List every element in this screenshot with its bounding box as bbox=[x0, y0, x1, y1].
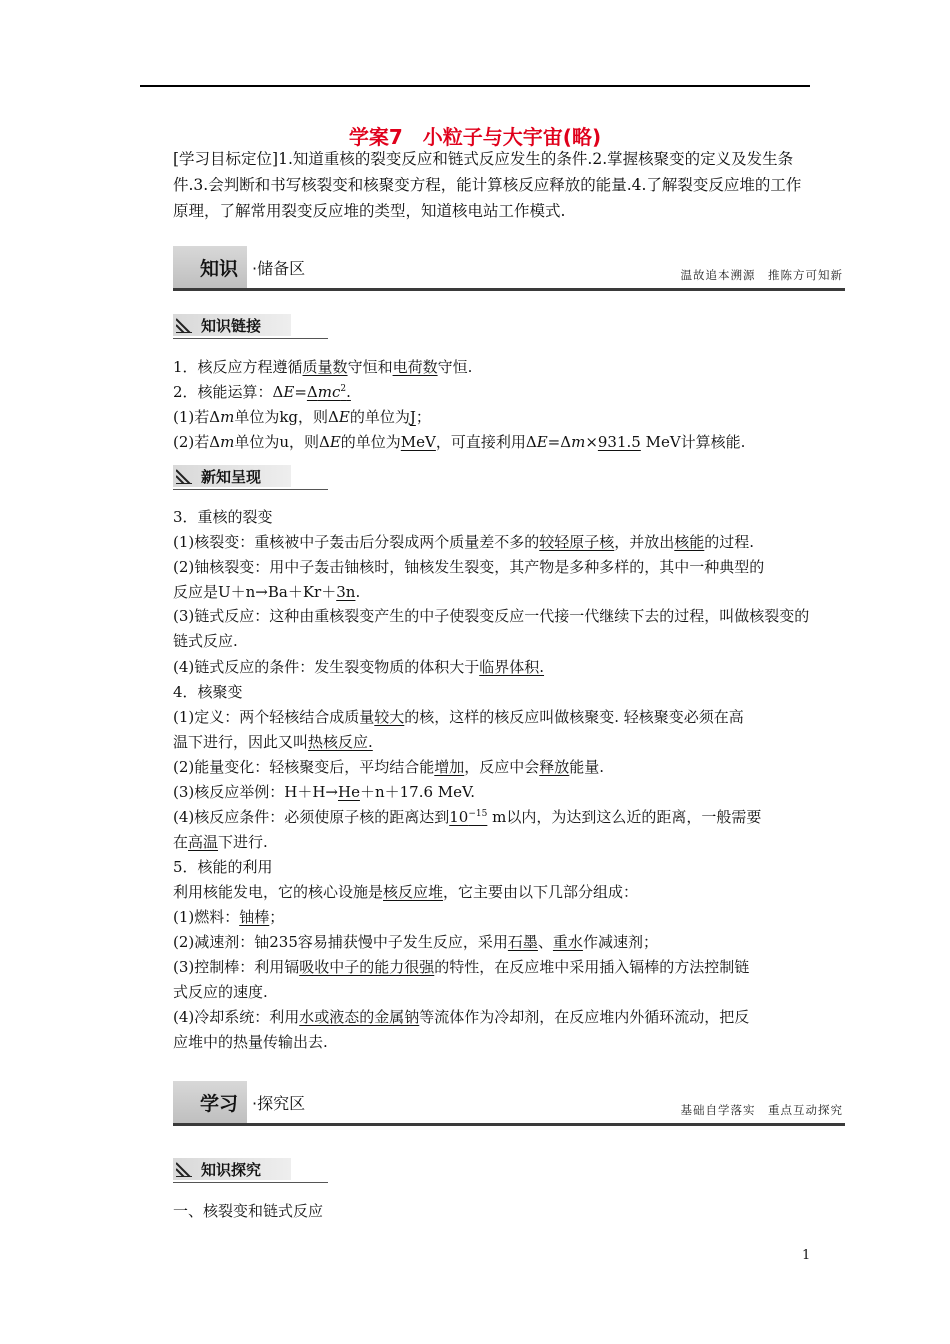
objectives-text: 1.知道重核的裂变反应和链式反应发生的条件.2.掌握核聚变的定义及发生条件.3.会判断和书写核裂变和核聚变方程，能计算核反应释放的能量.4.了解裂变反应堆的工作原理，了解常用裂变反应堆的类型，知道核电站工作模式. bbox=[173, 150, 802, 220]
diagonal-stripes-icon bbox=[176, 1161, 192, 1177]
section-heading-new-knowledge: 新知呈现 bbox=[173, 465, 328, 491]
band-title: 学习 bbox=[200, 1093, 239, 1115]
section-band-study-explore bbox=[173, 1081, 845, 1125]
item-4-2: (2)能量变化：轻核聚变后，平均结合能增加，反应中会释放能量. bbox=[173, 758, 605, 776]
item-2-2: (2)若Δm单位为u，则ΔE的单位为MeV，可直接利用ΔE=Δm×931.5 MeV计算核能. bbox=[173, 433, 746, 451]
item-1: 1．核反应方程遵循质量数守恒和电荷数守恒. bbox=[173, 358, 473, 376]
item-4-1-line1: (1)定义：两个轻核结合成质量较大的核，这样的核反应叫做核聚变. 轻核聚变必须在高 bbox=[173, 708, 744, 726]
item-3-1: (1)核裂变：重核被中子轰击后分裂成两个质量差不多的较轻原子核，并放出核能的过程. bbox=[173, 533, 755, 551]
band-motto: 基础自学落实 重点互动探究 bbox=[680, 1103, 843, 1117]
item-5-3-line1: (3)控制棒：利用镉吸收中子的能力很强的特性，在反应堆中采用插入镉棒的方法控制链 bbox=[173, 958, 750, 976]
item-2: 2．核能运算：ΔE=Δmc$^2$. bbox=[173, 383, 351, 401]
item-5: 5．核能的利用 bbox=[173, 858, 273, 876]
item-5-2: (2)减速剂：铀235容易捕获慢中子发生反应，采用石墨、重水作减速剂； bbox=[173, 933, 658, 951]
objectives-label: [学习目标定位] bbox=[173, 150, 279, 168]
item-2-1: (1)若Δm单位为kg，则ΔE的单位为J； bbox=[173, 408, 431, 426]
item-5-3-line2: 式反应的速度. bbox=[173, 983, 268, 1001]
item-5-4-line2: 应堆中的热量传输出去. bbox=[173, 1033, 328, 1051]
item-5-intro: 利用核能发电，它的核心设施是核反应堆，它主要由以下几部分组成： bbox=[173, 883, 639, 901]
item-3: 3．重核的裂变 bbox=[173, 508, 273, 526]
section-heading-knowledge-explore: 知识探究 bbox=[173, 1158, 328, 1184]
item-4-4-line1: (4)核反应条件：必须使原子核的距离达到$10^{-15}$ m以内，为达到这么近的距离，一般需要 bbox=[173, 808, 762, 826]
item-3-2-line1: (2)铀核裂变：用中子轰击铀核时，铀核发生裂变，其产物是多种多样的，其中一种典型的 bbox=[173, 558, 765, 576]
header-rule bbox=[140, 85, 810, 87]
item-5-1: (1)燃料：铀棒； bbox=[173, 908, 285, 926]
band-title: 知识 bbox=[200, 258, 239, 280]
item-4-1-line2: 温下进行，因此又叫热核反应. bbox=[173, 733, 373, 751]
item-3-3: (3)链式反应：这种由重核裂变产生的中子使裂变反应一代接一代继续下去的过程，叫做核裂变的链式反应. bbox=[173, 607, 810, 650]
learning-objectives bbox=[173, 146, 813, 224]
section-band-knowledge-reserve bbox=[173, 246, 845, 290]
section-heading-knowledge-link: 知识链接 bbox=[173, 314, 328, 340]
item-3-2-line2: 反应是U＋n→Ba＋Kr＋3n. bbox=[173, 583, 361, 601]
diagonal-stripes-icon bbox=[176, 317, 192, 333]
item-4: 4．核聚变 bbox=[173, 683, 243, 701]
band-subtitle: ·探究区 bbox=[252, 1094, 306, 1113]
part-heading-fission: 一、核裂变和链式反应 bbox=[173, 1202, 324, 1220]
item-4-3: (3)核反应举例：H＋H→He＋n＋17.6 MeV. bbox=[173, 783, 475, 801]
band-motto: 温故追本溯源 推陈方可知新 bbox=[680, 268, 843, 282]
item-3-4: (4)链式反应的条件：发生裂变物质的体积大于临界体积. bbox=[173, 658, 545, 676]
diagonal-stripes-icon bbox=[176, 468, 192, 484]
page-number: 1 bbox=[802, 1248, 811, 1263]
item-4-4-line2: 在高温下进行. bbox=[173, 833, 268, 851]
item-5-4-line1: (4)冷却系统：利用水或液态的金属钠等流体作为冷却剂，在反应堆内外循环流动，把反 bbox=[173, 1008, 750, 1026]
band-subtitle: ·储备区 bbox=[252, 259, 306, 278]
page-title: 学案7 小粒子与大宇宙(略) bbox=[348, 125, 602, 149]
